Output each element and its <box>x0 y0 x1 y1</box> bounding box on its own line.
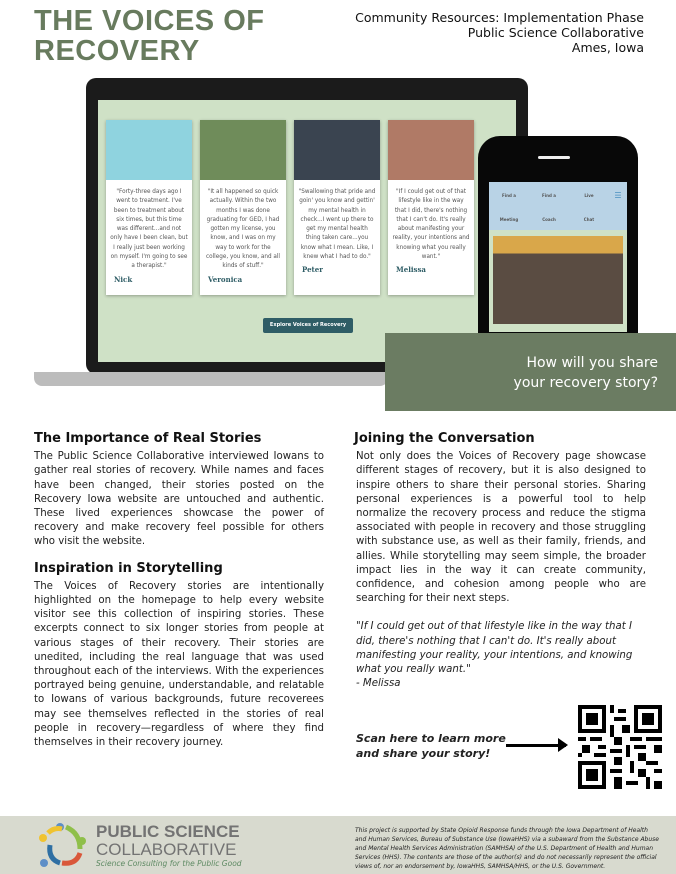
scan-text: Scan here to learn more <box>356 732 506 745</box>
nav-item[interactable]: Meeting <box>499 216 519 222</box>
story-photo <box>294 120 380 180</box>
story-card <box>388 120 474 295</box>
right-column <box>356 432 646 699</box>
story-quote: "If I could get out of that lifestyle like in the way that I did, there's nothing that I can't do. It's really about manifesting your reality, your intentions and knowing what you really want." <box>392 189 470 261</box>
left-column <box>34 432 324 758</box>
phone-photo <box>493 236 623 324</box>
logo-tagline: Science Consulting for the Public Good <box>96 859 242 868</box>
explore-button[interactable]: Explore Voices of Recovery <box>263 318 353 333</box>
section-text: The Public Science Collaborative interviewed Iowans to gather real stories of recovery. While names and faces have been changed, their stories posted on the Recovery Iowa website are untouched and authentic. These lived experiences showcase the power of recovery and make recovery feel possible for others who visit the website. <box>34 451 324 548</box>
logo-text <box>96 823 240 859</box>
story-quote: "Forty-three days ago I went to treatment. I've been to treatment about six times, but this time was different...and not only have I been clean, but I really just been working on myself. I'm going to see a therapist." <box>110 189 188 270</box>
location: Ames, Iowa <box>571 40 644 55</box>
quote-attribution: - Melissa <box>356 678 401 690</box>
page-title <box>34 6 264 66</box>
laptop-screen <box>98 100 516 362</box>
laptop-mockup <box>86 78 528 374</box>
funding-disclaimer: This project is supported by State Opioid Response funds through the Iowa Department of Health and Human Services, Bureau of Substance Use (IowaHHS) via a subaward from the Substance Abuse and Mental Health Services Administration (SAMHSA) of the U.S. Department of Health and Human Services (HHS). The contents are those of the author(s) and do not necessarily represent the official views of, nor an endorsement by, IowaHHS, SAMHSA/HHS, or the U.S. Government. <box>355 827 659 870</box>
story-quote: "It all happened so quick actually. Within the two months I was done graduating for GED, I had gotten my license, you know, and I was on my way to work for the college, you know, and all kinds of stuff." <box>205 189 281 270</box>
callout-box <box>385 333 676 411</box>
nav-item[interactable]: Find a <box>542 192 556 198</box>
section-heading: Joining the Conversation <box>354 431 535 446</box>
laptop-base <box>34 372 388 386</box>
story-name: Veronica <box>208 274 243 284</box>
logo-mark-icon <box>36 821 88 871</box>
callout-line: How will you share <box>526 355 658 371</box>
arrow-right-icon <box>506 744 566 747</box>
section-text: Not only does the Voices of Recovery page showcase different stages of recovery, but it is also designed to inspire others to share their personal stories. Sharing personal experiences is a powerful tool to help normalize the recovery process and reduce the stigma associated with people in recovery and those struggling with substance use, as well as their family, friends, and allies. While storytelling may seem simple, the broader impact lies in the way it can create community, confidence, and cohesion among people who are searching for their next steps. <box>356 451 646 605</box>
nav-item[interactable]: Live <box>584 192 594 198</box>
project-phase: Community Resources: Implementation Phase <box>355 10 644 25</box>
section-text: The Voices of Recovery stories are intentionally highlighted on the homepage to help every website visitor see this collection of inspiring stories. These excerpts connect to six longer stories from people at various stages of their recovery. Their stories are unedited, including the real language that was used throughout each of the interviews. With the experiences portrayed being genuine, understandable, and relatable to Iowans of various backgrounds, future recoverees may see themselves reflected in the stories of real people in recovery—regardless of where they find themselves in their recovery journey. <box>34 580 324 749</box>
callout-line: your recovery story? <box>513 375 658 391</box>
phone-nav <box>489 182 627 230</box>
header-info <box>355 10 644 55</box>
story-name: Peter <box>302 265 323 275</box>
story-card <box>294 120 380 295</box>
story-card <box>106 120 192 295</box>
nav-item[interactable]: Find a <box>502 192 516 198</box>
phone-screen <box>489 182 627 332</box>
section-heading: The Importance of Real Stories <box>34 431 262 446</box>
story-name: Melissa <box>396 265 426 275</box>
nav-item[interactable]: Chat <box>583 216 595 222</box>
scan-text: and share your story! <box>356 747 491 760</box>
story-photo <box>106 120 192 180</box>
footer <box>0 816 676 874</box>
qr-code[interactable] <box>578 705 662 789</box>
title-line: RECOVERY <box>34 35 200 67</box>
scan-cta <box>356 731 506 761</box>
title-line: THE VOICES OF <box>34 5 265 37</box>
story-name: Nick <box>114 274 133 284</box>
story-photo <box>388 120 474 180</box>
section-heading: Inspiration in Storytelling <box>34 560 223 576</box>
pull-quote: "If I could get out of that lifestyle like in the way that I did, there's nothing that I can't do. It's really about manifesting your reality, your intentions, and knowing what you really want." <box>356 621 633 676</box>
logo-line: COLLABORATIVE <box>96 840 237 859</box>
menu-icon[interactable]: ☰ <box>614 190 622 200</box>
phone-speaker <box>538 156 570 159</box>
logo-line: PUBLIC SCIENCE <box>96 822 240 841</box>
organization: Public Science Collaborative <box>467 25 644 40</box>
story-photo <box>200 120 286 180</box>
story-quote: "Swallowing that pride and goin' you know and gettin' my mental health in check...I went up there to get my mental health thing taken care...you know what I mean. Like, I knew what I had to do." <box>298 189 376 261</box>
story-card <box>200 120 286 295</box>
nav-item[interactable]: Coach <box>542 216 556 222</box>
